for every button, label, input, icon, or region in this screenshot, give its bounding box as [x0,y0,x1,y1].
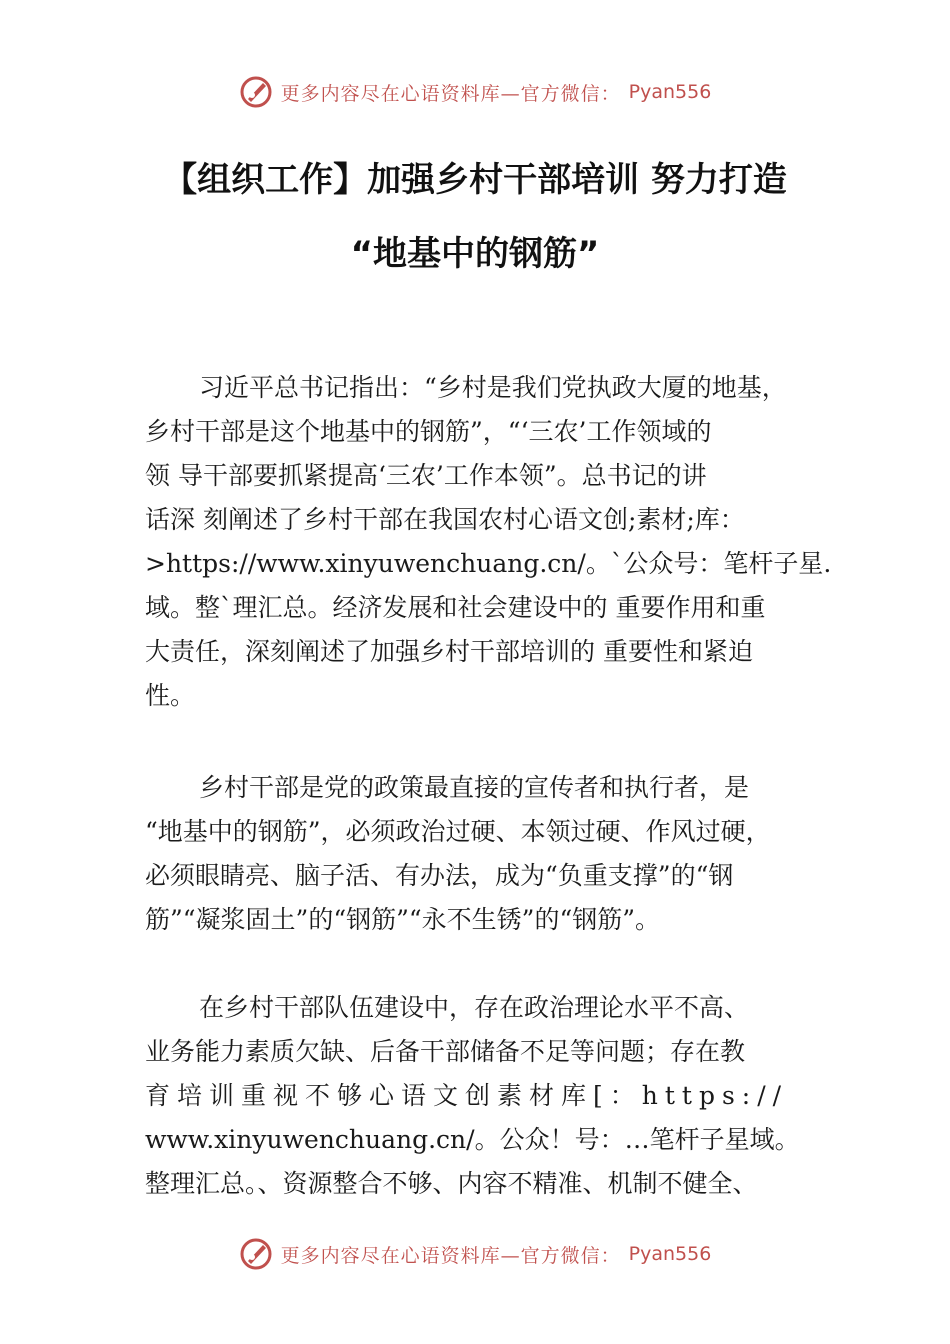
text-line: 筋”“凝浆固土”的“钢筋”“永不生锈”的“钢筋”。 [145,905,661,934]
text-line: 必须眼睛亮、脑子活、有办法，成为“负重支撑”的“钢 [145,861,734,890]
paragraph-3 [145,986,845,1206]
text-line: 领 导干部要抓紧提高‘三农’工作本领”。总书记的讲 [145,461,707,490]
banner-wechat-id: Pyan556 [628,81,712,103]
text-line: 乡村干部是党的政策最直接的宣传者和执行者，是 [199,773,750,802]
text-line: 业务能力素质欠缺、后备干部储备不足等问题；存在教 [145,1037,746,1066]
document-title-line-1: 【组织工作】加强乡村干部培训 努力打造 [163,160,787,200]
document-title-line-2: “地基中的钢筋” [350,234,600,274]
text-line: 习近平总书记指出：“乡村是我们党执政大厦的地基， [199,373,787,402]
text-line: 大责任，深刻阐述了加强乡村干部培训的 重要性和紧迫 [145,637,753,666]
brand-logo-icon [239,75,273,109]
paragraph-1 [145,366,845,718]
paragraph-2 [145,766,845,942]
brand-logo-icon [239,1237,273,1271]
text-line: “地基中的钢筋”，必须政治过硬、本领过硬、作风过硬， [145,817,771,846]
banner-text: 更多内容尽在心语资料库—官方微信： [280,82,621,105]
text-line: 在乡村干部队伍建设中，存在政治理论水平不高、 [199,993,750,1022]
text-line: www.xinyuwenchuang.cn/。公众！号：…笔杆子星域。 [145,1125,800,1154]
banner-text: 更多内容尽在心语资料库—官方微信： [280,1244,621,1267]
text-line: 乡村干部是这个地基中的钢筋”，“‘三农’工作领域的 [145,417,712,446]
text-line: 育培训重视不够心语文创素材库[：https:// [145,1081,789,1110]
text-line: 话深 刻阐述了乡村干部在我国农村心语文创;素材;库： [145,505,745,534]
text-line: 整理汇总。、资源整合不够、内容不精准、机制不健全、 [145,1169,758,1198]
footer-banner [0,1234,950,1274]
banner-wechat-id: Pyan556 [628,1243,712,1265]
header-banner [0,72,950,112]
text-line: 性。 [145,681,196,710]
text-line: >https://www.xinyuwenchuang.cn/。`公众号：笔杆子星. [145,549,832,578]
text-line: 域。整`理汇总。经济发展和社会建设中的 重要作用和重 [145,593,766,622]
